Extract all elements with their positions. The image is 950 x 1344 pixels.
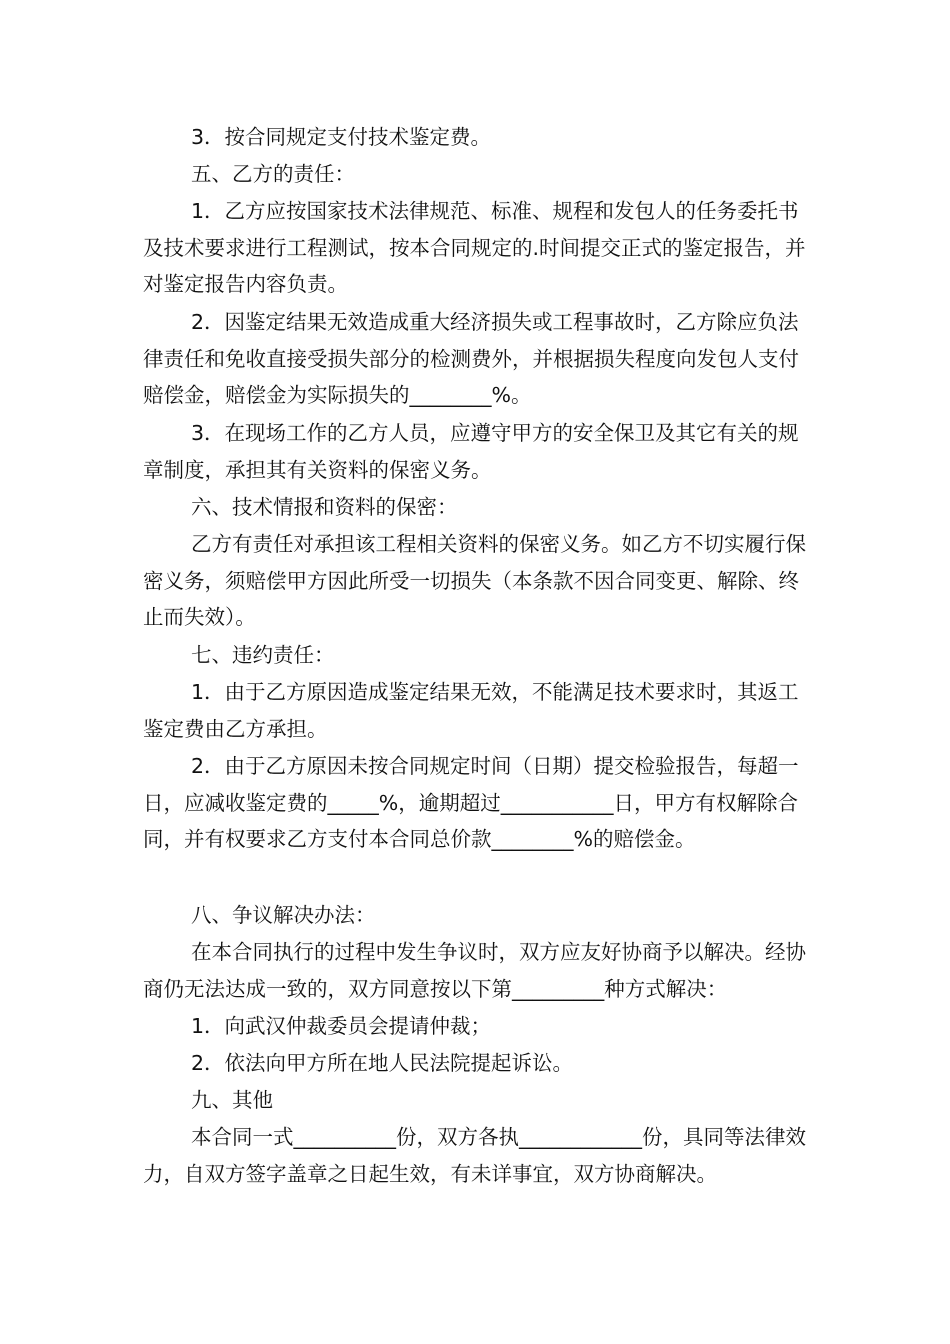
section-9-heading: 九、其他 bbox=[191, 1088, 273, 1112]
section-6-body: 乙方有责任对承担该工程相关资料的保密义务。如乙方不切实履行保密义务，须赔偿甲方因此所受一切损失（本条款不因合同变更、解除、终止而失效）。 bbox=[143, 532, 806, 629]
section-8-body: 在本合同执行的过程中发生争议时，双方应友好协商予以解决。经协商仍无法达成一致的，双方同意按以下第_________种方式解决： bbox=[143, 940, 806, 1001]
clause-5-item-1: 1．乙方应按国家技术法律规范、标准、规程和发包人的任务委托书及技术要求进行工程测试，按本合同规定的.时间提交正式的鉴定报告，并对鉴定报告内容负责。 bbox=[143, 199, 806, 296]
clause-4-item-3: 3．按合同规定支付技术鉴定费。 bbox=[191, 125, 492, 149]
section-6-heading: 六、技术情报和资料的保密： bbox=[191, 495, 458, 519]
clause-5-item-2: 2．因鉴定结果无效造成重大经济损失或工程事故时，乙方除应负法律责任和免收直接受损失部分的检测费外，并根据损失程度向发包人支付赔偿金，赔偿金为实际损失的________%。 bbox=[143, 310, 799, 407]
section-5-heading: 五、乙方的责任： bbox=[191, 162, 355, 186]
section-7-heading: 七、违约责任： bbox=[191, 643, 335, 667]
clause-8-item-2: 2．依法向甲方所在地人民法院提起诉讼。 bbox=[191, 1051, 574, 1075]
clause-7-item-2: 2．由于乙方原因未按合同规定时间（日期）提交检验报告，每超一日，应减收鉴定费的_____%，逾期超过___________日，甲方有权解除合同，并有权要求乙方支付本合同总价款________%的赔偿金。 bbox=[143, 754, 799, 851]
section-8-heading: 八、争议解决办法： bbox=[191, 903, 376, 927]
clause-8-item-1: 1．向武汉仲裁委员会提请仲裁； bbox=[191, 1014, 492, 1038]
clause-7-item-1: 1．由于乙方原因造成鉴定结果无效，不能满足技术要求时，其返工鉴定费由乙方承担。 bbox=[143, 680, 799, 741]
section-9-body: 本合同一式__________份，双方各执____________份，具同等法律效力，自双方签字盖章之日起生效，有未详事宜，双方协商解决。 bbox=[143, 1125, 806, 1186]
clause-5-item-3: 3．在现场工作的乙方人员，应遵守甲方的安全保卫及其它有关的规章制度，承担其有关资料的保密义务。 bbox=[143, 421, 799, 482]
